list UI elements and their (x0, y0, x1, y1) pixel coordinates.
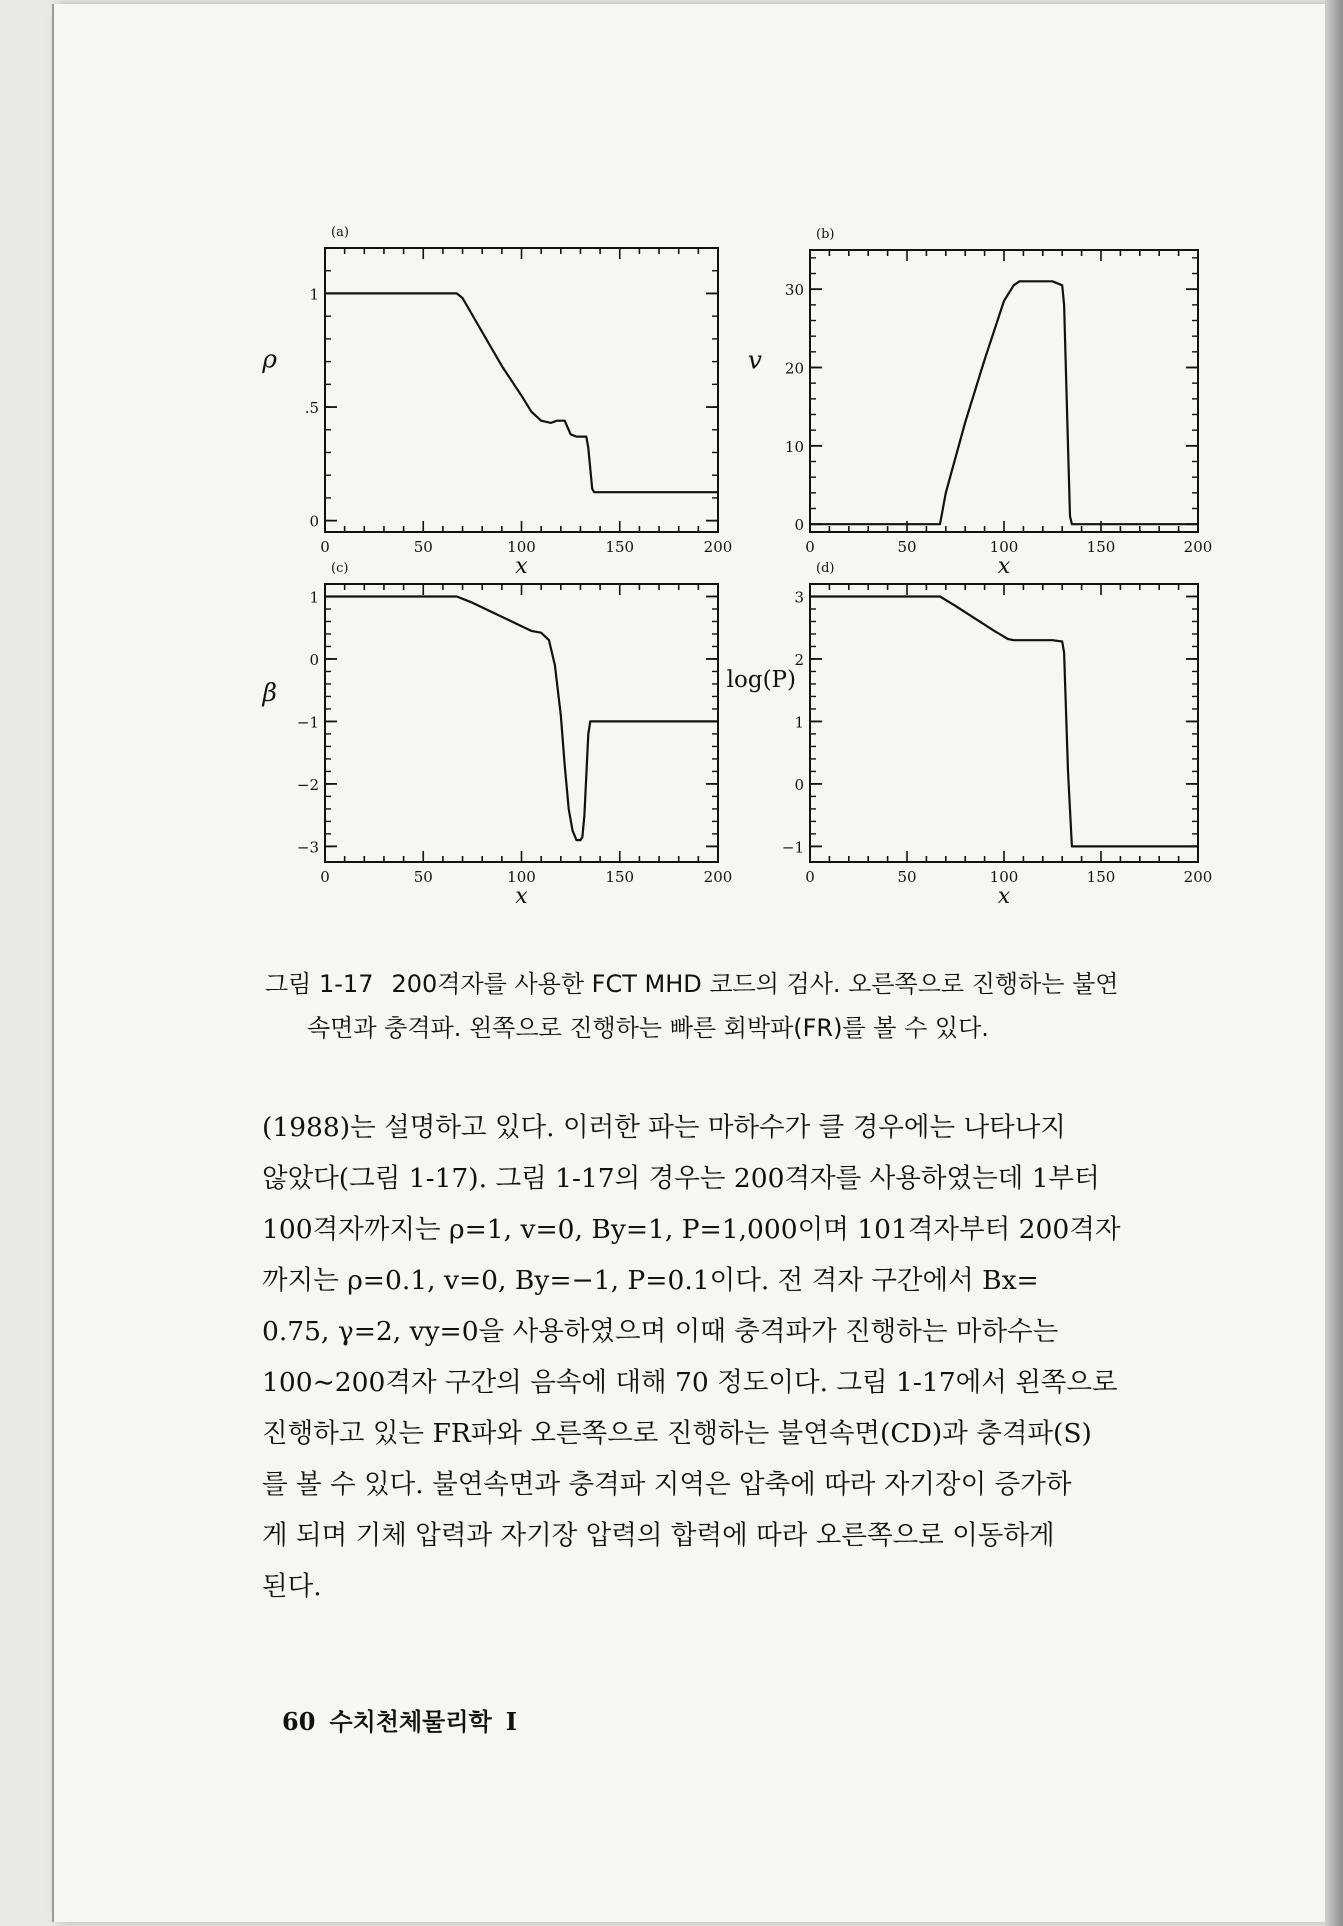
y-axis-label: v (747, 345, 762, 375)
x-tick-label: 150 (605, 868, 635, 886)
y-tick-label: 1 (309, 285, 319, 304)
body-line-3: 100격자까지는 ρ=1, v=0, By=1, P=1,000이며 101격자부터 200격자 (262, 1214, 1121, 1245)
x-tick-label: 50 (413, 538, 433, 556)
data-line (810, 281, 1198, 524)
body-line-8: 를 볼 수 있다. 불연속면과 충격파 지역은 압축에 따라 자기장이 증가하 (262, 1469, 1072, 1500)
x-axis-label: x (515, 554, 528, 579)
body-line-1: (1988)는 설명하고 있다. 이러한 파는 마하수가 클 경우에는 나타나지 (262, 1112, 1066, 1143)
plot-frame (325, 248, 718, 532)
body-line-5: 0.75, γ=2, vy=0을 사용하였으며 이때 충격파가 진행하는 마하수는 (262, 1316, 1059, 1347)
x-tick-label: 150 (605, 538, 635, 556)
book-title: 수치천체물리학 (329, 1707, 492, 1736)
x-tick-label: 0 (805, 868, 815, 886)
panel-label: (c) (331, 561, 349, 576)
y-tick-label: −1 (781, 838, 804, 857)
body-line-9: 게 되며 기체 압력과 자기장 압력의 합력에 따라 오른쪽으로 이동하게 (262, 1520, 1055, 1551)
book-volume: I (505, 1707, 517, 1736)
x-tick-label: 150 (1086, 868, 1116, 886)
body-line-10: 된다. (262, 1571, 322, 1602)
y-tick-label: −3 (296, 838, 319, 857)
page-footer (282, 1702, 531, 1737)
x-tick-label: 100 (507, 538, 536, 556)
data-line (325, 293, 718, 492)
caption-figure-number: 그림 1-17 (265, 970, 374, 998)
x-axis-label: x (515, 884, 528, 909)
body-line-2: 않았다(그림 1-17). 그림 1-17의 경우는 200격자를 사용하였는데 1부터 (262, 1163, 1100, 1194)
data-line (810, 597, 1198, 847)
x-tick-label: 50 (897, 868, 917, 886)
x-tick-label: 0 (320, 868, 330, 886)
y-tick-label: 30 (784, 281, 804, 300)
y-axis-label: β (262, 677, 277, 707)
body-line-7: 진행하고 있는 FR파와 오른쪽으로 진행하는 불연속면(CD)과 충격파(S) (262, 1418, 1092, 1449)
panel-a (261, 225, 732, 579)
y-tick-label: −1 (296, 713, 319, 732)
x-tick-label: 150 (1086, 538, 1116, 556)
y-tick-label: 0 (309, 512, 319, 531)
x-tick-label: 100 (989, 868, 1019, 886)
x-tick-label: 100 (507, 868, 536, 886)
y-tick-label: 1 (794, 713, 804, 732)
body-line-4: 까지는 ρ=0.1, v=0, By=−1, P=0.1이다. 전 격자 구간에서 Bx= (262, 1265, 1039, 1296)
x-tick-label: 50 (413, 868, 433, 886)
y-tick-label: 0 (309, 650, 319, 669)
caption-line-1 (265, 962, 1225, 1006)
y-tick-label: 10 (784, 437, 804, 456)
panel-label: (a) (331, 225, 349, 240)
plot-frame (810, 250, 1198, 532)
y-tick-label: 0 (794, 775, 804, 794)
x-tick-label: 200 (703, 538, 733, 556)
body-line-6: 100∼200격자 구간의 음속에 대해 70 정도이다. 그림 1-17에서 왼쪽으로 (262, 1367, 1118, 1398)
data-line (325, 597, 718, 841)
figure-caption (265, 962, 1225, 1050)
x-tick-label: 0 (320, 538, 330, 556)
y-axis-label: log(P) (726, 666, 796, 693)
body-paragraph (262, 1102, 1222, 1612)
x-axis-label: x (997, 554, 1011, 579)
x-tick-label: 200 (1183, 538, 1213, 556)
y-tick-label: 2 (794, 650, 804, 669)
x-tick-label: 100 (989, 538, 1019, 556)
y-tick-label: .5 (304, 399, 319, 418)
plot-frame (810, 584, 1198, 862)
panel-d (727, 561, 1213, 909)
y-tick-label: −2 (296, 775, 319, 794)
y-tick-label: 3 (794, 588, 804, 607)
panel-label: (b) (816, 227, 835, 242)
y-axis-label: ρ (262, 344, 277, 374)
y-tick-label: 1 (309, 588, 319, 607)
x-tick-label: 0 (805, 538, 815, 556)
y-tick-label: 20 (784, 359, 804, 378)
x-tick-label: 50 (897, 538, 917, 556)
panel-c (262, 561, 733, 909)
x-axis-label: x (997, 884, 1011, 909)
page-number: 60 (282, 1707, 316, 1736)
caption-line-2: 속면과 충격파. 왼쪽으로 진행하는 빠른 회박파(FR)를 볼 수 있다. (307, 1014, 989, 1042)
panel-b (748, 227, 1212, 579)
y-tick-label: 0 (794, 516, 804, 535)
panel-label: (d) (816, 561, 835, 576)
x-tick-label: 200 (703, 868, 733, 886)
caption-text-1: 200격자를 사용한 FCT MHD 코드의 검사. 오른쪽으로 진행하는 불연 (391, 970, 1119, 998)
figure-1-17 (0, 0, 1343, 940)
x-tick-label: 200 (1183, 868, 1213, 886)
